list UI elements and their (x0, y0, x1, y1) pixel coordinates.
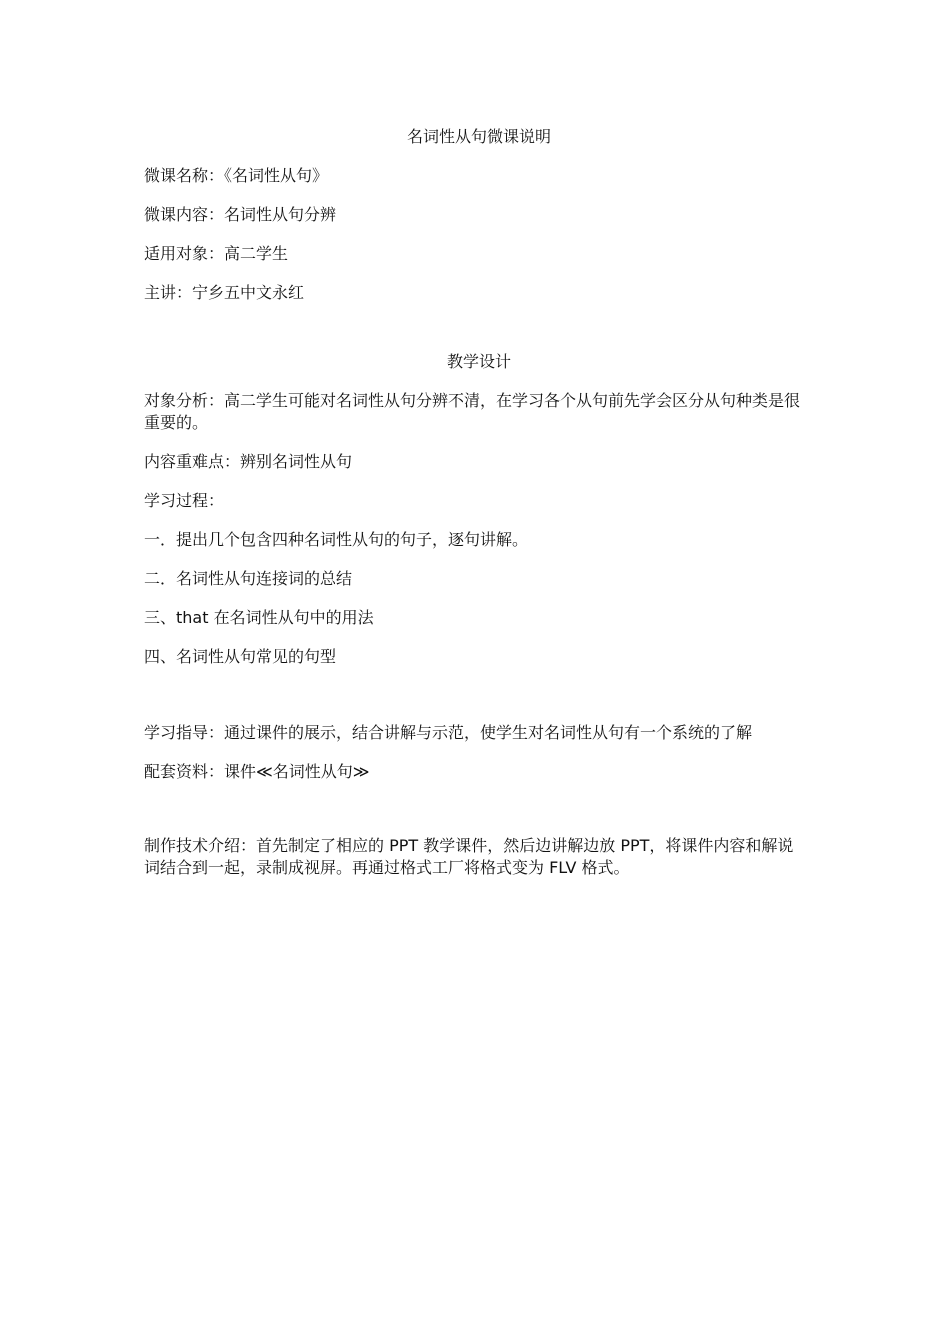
analysis-paragraph: 对象分析：高二学生可能对名词性从句分辨不清，在学习各个从句前先学会区分从句种类是很重要的。 (144, 391, 801, 432)
speaker-line: 主讲：宁乡五中文永红 (144, 283, 305, 302)
guidance-line: 学习指导：通过课件的展示，结合讲解与示范，使学生对名词性从句有一个系统的了解 (144, 723, 753, 742)
process-step: 一．提出几个包含四种名词性从句的句子，逐句讲解。 (144, 530, 529, 549)
document-title: 名词性从句微课说明 (406, 127, 551, 146)
process-step: 二．名词性从句连接词的总结 (144, 569, 353, 588)
focus-line: 内容重难点：辨别名词性从句 (144, 452, 353, 471)
course-content-line: 微课内容：名词性从句分辨 (144, 205, 337, 224)
technique-paragraph: 制作技术介绍：首先制定了相应的 PPT 教学课件，然后边讲解边放 PPT，将课件内容和解说词结合到一起，录制成视屏。再通过格式工厂将格式变为 FLV 格式。 (144, 836, 794, 877)
materials-line: 配套资料：课件≪名词性从句≫ (144, 762, 370, 781)
process-step: 三、that 在名词性从句中的用法 (144, 608, 374, 627)
course-name-line: 微课名称：《名词性从句》 (144, 166, 329, 185)
process-label: 学习过程： (144, 491, 225, 510)
design-section-title: 教学设计 (446, 352, 511, 371)
process-step: 四、名词性从句常见的句型 (144, 647, 337, 666)
document-body (144, 124, 814, 879)
audience-line: 适用对象：高二学生 (144, 244, 289, 263)
